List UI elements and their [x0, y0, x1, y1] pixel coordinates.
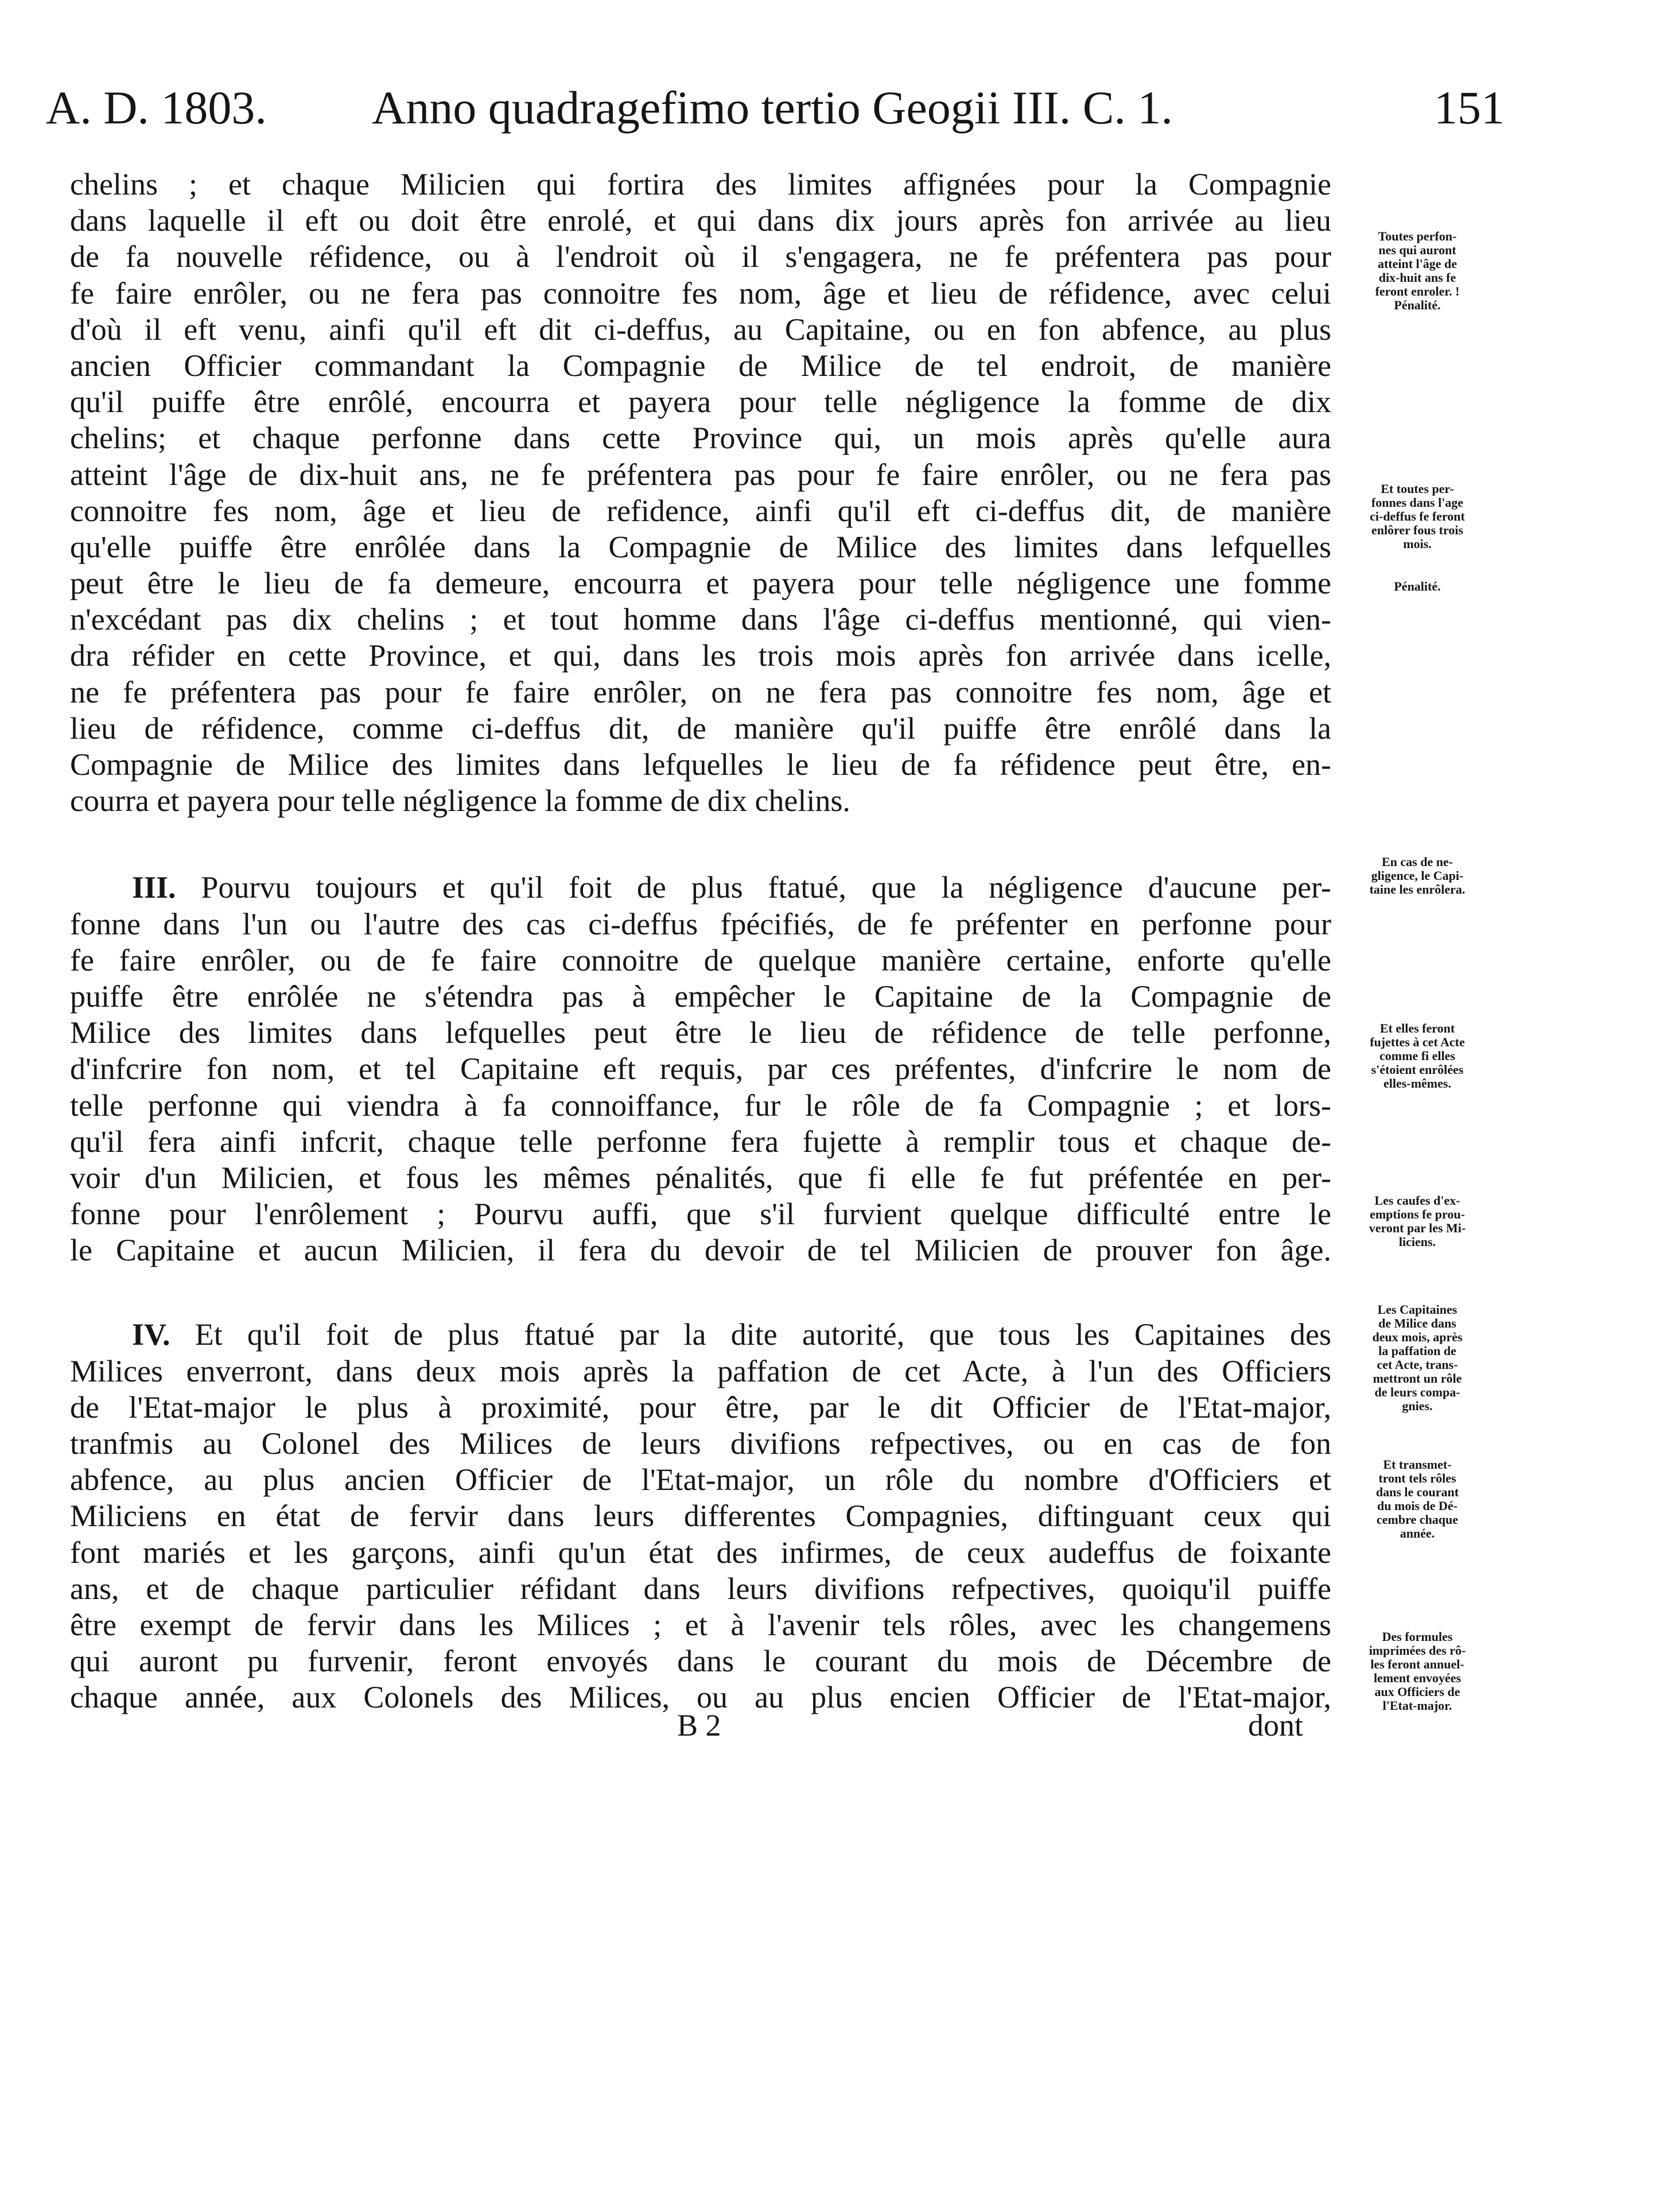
note-line: cet Acte, trans-	[1377, 1357, 1458, 1372]
text-line: abfence, au plus ancien Officier de l'Etat-major, un rôle du nombre d'Officiers et	[70, 1462, 1331, 1497]
note-line: mettront un rôle	[1373, 1371, 1462, 1386]
note-line: du mois de Dé-	[1377, 1499, 1458, 1513]
margin-note	[1331, 1022, 1503, 1091]
margin-note	[1331, 1458, 1503, 1540]
note-line: les feront annuel-	[1370, 1657, 1464, 1671]
text-line: voir d'un Milicien, et fous les mêmes pénalités, que fi elle fe fut préfentée en per-	[70, 1160, 1331, 1195]
text-line: d'où il eft venu, ainfi qu'il eft dit ci-deffus, au Capitaine, ou en fon abfence, au plus	[70, 312, 1331, 347]
header-title: Anno quadragefimo tertio Geogii III. C. 1.	[372, 82, 1173, 134]
note-line: Et transmet-	[1383, 1457, 1452, 1472]
text-line: d'infcrire fon nom, et tel Capitaine eft requis, par ces préfentes, d'infcrire le nom de	[70, 1051, 1331, 1086]
text-line: dra réfider en cette Province, et qui, dans les trois mois après fon arrivée dans icelle,	[70, 638, 1331, 673]
section-III	[70, 870, 1331, 1268]
note-line: aux Officiers de	[1374, 1685, 1460, 1699]
text-line: qui auront pu furvenir, feront envoyés dans le courant du mois de Décembre de	[70, 1644, 1331, 1679]
header-date: A. D. 1803.	[46, 82, 267, 134]
margin-note	[1331, 1194, 1503, 1249]
text-line: chelins ; et chaque Milicien qui fortira des limites affignées pour la Compagnie	[70, 167, 1331, 201]
note-line: Des formules	[1382, 1629, 1453, 1644]
text-line: tranfmis au Colonel des Milices de leurs divifions refpectives, ou en cas de fon	[70, 1426, 1331, 1461]
margin-note	[1331, 482, 1503, 551]
note-line: gligence, le Capi-	[1371, 868, 1464, 883]
text-span: Et qu'il foit de plus ftatué par la dite autorité, que tous les Capitaines des	[195, 1317, 1332, 1352]
note-line: imprimées des rô-	[1369, 1643, 1466, 1658]
text-line: être exempt de fervir dans les Milices ; et à l'avenir tels rôles, avec les changemens	[70, 1607, 1331, 1642]
note-line: Pénalité.	[1394, 298, 1441, 312]
text-line	[70, 1317, 1331, 1353]
note-line: l'Etat-major.	[1382, 1698, 1452, 1713]
note-line: veront par les Mi-	[1369, 1221, 1466, 1235]
text-line: de fa nouvelle réfidence, ou à l'endroit où il s'engagera, ne fe préfentera pas pour	[70, 239, 1331, 274]
text-line: peut être le lieu de fa demeure, encourra et payera pour telle négligence une fomme	[70, 566, 1331, 601]
text-line: ancien Officier commandant la Compagnie de Milice de tel endroit, de manière	[70, 348, 1331, 383]
margin-note	[1331, 230, 1503, 312]
note-line: elles-mêmes.	[1383, 1076, 1451, 1091]
margin-note	[1331, 1303, 1503, 1413]
text-line: lieu de réfidence, comme ci-deffus dit, de manière qu'il puiffe être enrôlé dans la	[70, 711, 1331, 746]
margin-note	[1331, 855, 1503, 897]
note-line: nes qui auront	[1378, 243, 1456, 257]
note-line: cembre chaque	[1377, 1512, 1458, 1527]
body-text	[70, 166, 1331, 1716]
note-line: Les Capitaines	[1377, 1302, 1458, 1317]
text-line: telle perfonne qui viendra à fa connoiffance, fur le rôle de fa Compagnie ; et lors-	[70, 1088, 1331, 1123]
text-line: courra et payera pour telle négligence la fomme de dix chelins.	[70, 783, 850, 818]
note-line: feront enroler. !	[1375, 284, 1460, 298]
note-line: deux mois, après	[1372, 1330, 1463, 1344]
text-line: puiffe être enrôlée ne s'étendra pas à empêcher le Capitaine de la Compagnie de	[70, 979, 1331, 1014]
text-line: Compagnie de Milice des limites dans lefquelles le lieu de fa réfidence peut être, en-	[70, 747, 1331, 782]
note-line: mois.	[1403, 537, 1432, 551]
note-line: atteint l'âge de	[1377, 257, 1458, 271]
catchword: dont	[1248, 1708, 1304, 1743]
text-line: fonne pour l'enrôlement ; Pourvu auffi, que s'il furvient quelque difficulté entre le	[70, 1197, 1331, 1232]
note-line: dix-huit ans fe	[1378, 270, 1456, 285]
note-line: emptions fe prou-	[1370, 1207, 1465, 1221]
text-line: n'excédant pas dix chelins ; et tout homme dans l'âge ci-deffus mentionné, qui vien-	[70, 602, 1331, 637]
paragraph-continuation	[70, 166, 1331, 819]
text-line: qu'elle puiffe être enrôlée dans la Compagnie de Milice des limites dans lefquelles	[70, 529, 1331, 564]
note-line: la paffation de	[1378, 1344, 1456, 1358]
margin-note	[1331, 1630, 1503, 1713]
note-line: Et elles feront	[1379, 1021, 1455, 1035]
note-line: taine les enrôlera.	[1369, 882, 1466, 897]
note-line: enlôrer fous trois	[1371, 523, 1464, 537]
note-line: liciens.	[1398, 1235, 1436, 1249]
note-line: fonnes dans l'age	[1371, 495, 1464, 510]
text-line: le Capitaine et aucun Milicien, il fera du devoir de tel Milicien de prouver fon âge.	[70, 1233, 1331, 1268]
note-line: En cas de ne-	[1381, 855, 1453, 869]
text-line: qu'il puiffe être enrôlé, encourra et payera pour telle négligence la fomme de dix	[70, 385, 1331, 420]
note-line: s'étoient enrôlées	[1371, 1062, 1464, 1077]
text-line: de l'Etat-major le plus à proximité, pour être, par le dit Officier de l'Etat-major,	[70, 1390, 1331, 1425]
text-line: atteint l'âge de dix-huit ans, ne fe préfentera pas pour fe faire enrôler, ou ne fera pas	[70, 457, 1331, 492]
margin-note	[1331, 580, 1503, 593]
note-line: dans le courant	[1375, 1485, 1459, 1499]
text-line: ne fe préfentera pas pour fe faire enrôler, on ne fera pas connoitre fes nom, âge et	[70, 674, 1331, 709]
note-line: lement envoyées	[1373, 1671, 1462, 1685]
section-IV	[70, 1317, 1331, 1716]
text-span: Pourvu toujours et qu'il foit de plus ftatué, que la négligence d'aucune per-	[201, 870, 1332, 905]
section-numeral: III.	[132, 870, 176, 905]
note-line: comme fi elles	[1379, 1049, 1455, 1063]
note-line: de Milice dans	[1378, 1316, 1456, 1330]
text-line: chaque année, aux Colonels des Milices, ou au plus encien Officier de l'Etat-major,	[70, 1680, 1331, 1715]
note-line: Et toutes per-	[1381, 482, 1454, 496]
text-line	[70, 870, 1331, 906]
note-line: gnies.	[1402, 1399, 1433, 1413]
note-line: de leurs compa-	[1374, 1385, 1460, 1399]
text-line: fe faire enrôler, ou de fe faire connoitre de quelque manière certaine, enforte qu'elle	[70, 942, 1331, 977]
signature-mark: B 2	[677, 1708, 721, 1743]
text-line: ans, et de chaque particulier réfidant dans leurs divifions refpectives, quoiqu'il puiffe	[70, 1571, 1331, 1606]
text-line: dans laquelle il eft ou doit être enrolé, et qui dans dix jours après fon arrivée au lieu	[70, 203, 1331, 238]
text-line: connoitre fes nom, âge et lieu de refidence, ainfi qu'il eft ci-deffus dit, de manière	[70, 493, 1331, 528]
note-line: année.	[1400, 1526, 1435, 1540]
text-line: fonne dans l'un ou l'autre des cas ci-deffus fpécifiés, de fe préfenter en perfonne pour	[70, 906, 1331, 941]
note-line: Pénalité.	[1394, 579, 1441, 593]
text-line: Milices enverront, dans deux mois après la paffation de cet Acte, à l'un des Officiers	[70, 1353, 1331, 1388]
section-numeral: IV.	[132, 1317, 170, 1352]
text-line: Miliciens en état de fervir dans leurs differentes Compagnies, diftinguant ceux qui	[70, 1499, 1331, 1534]
text-line: fe faire enrôler, ou ne fera pas connoitre fes nom, âge et lieu de réfidence, avec celui	[70, 275, 1331, 311]
note-line: Toutes perfon-	[1378, 229, 1457, 243]
text-line: chelins; et chaque perfonne dans cette Province qui, un mois après qu'elle aura	[70, 421, 1331, 456]
running-header	[36, 79, 1505, 142]
text-line: font mariés et les garçons, ainfi qu'un état des infirmes, de ceux audeffus de foixante	[70, 1535, 1331, 1570]
note-line: fujettes à cet Acte	[1370, 1035, 1465, 1049]
text-line: qu'il fera ainfi infcrit, chaque telle perfonne fera fujette à remplir tous et chaque de-	[70, 1124, 1331, 1159]
page-number: 151	[1434, 82, 1505, 134]
note-line: ci-deffus fe feront	[1370, 509, 1465, 523]
note-line: tront tels rôles	[1378, 1471, 1456, 1485]
note-line: Les caufes d'ex-	[1374, 1193, 1460, 1208]
text-line: Milice des limites dans lefquelles peut être le lieu de réfidence de telle perfonne,	[70, 1015, 1331, 1050]
